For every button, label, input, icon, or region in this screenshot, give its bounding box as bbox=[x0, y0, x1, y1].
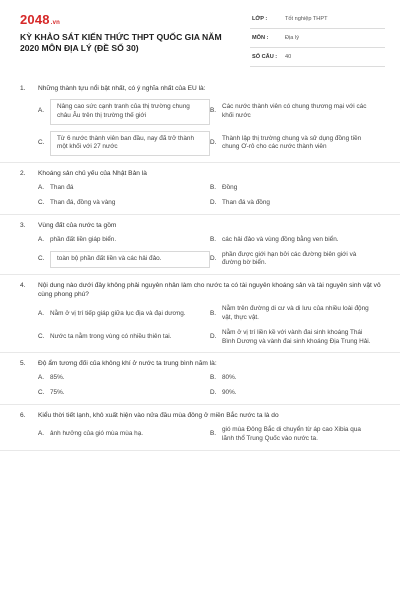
option-letter: D. bbox=[210, 138, 217, 146]
option-text: gió mùa Đông Bắc di chuyển từ áp cao Xibia qua lãnh thổ Trung Quốc vào nước ta. bbox=[222, 425, 361, 442]
option-text: toàn bộ phần đất liền và các hải đảo. bbox=[50, 251, 210, 268]
option-a[interactable] bbox=[38, 99, 210, 125]
question-text: Nội dung nào dưới đây không phải nguyên nhân làm cho nước ta có tài nguyên khoáng sản và tài nguyên sinh vật vô cùng phong phú? bbox=[38, 282, 381, 299]
option-text: Nằm ở vị trí tiếp giáp giữa lục địa và đại dương. bbox=[50, 309, 186, 317]
option-c[interactable] bbox=[38, 329, 210, 347]
option-text: Các nước thành viên có chung thương mại với các khối nước bbox=[222, 103, 367, 119]
option-a[interactable] bbox=[38, 236, 210, 245]
option-letter: C. bbox=[38, 333, 45, 341]
option-letter: B. bbox=[210, 374, 217, 382]
question-text: Độ ẩm tương đối của không khí ở nước ta trung bình năm là: bbox=[38, 360, 217, 368]
exam-header bbox=[0, 0, 400, 70]
option-b[interactable] bbox=[210, 184, 382, 193]
option-text: phần được giới hạn bởi các đường biên giới và đường bờ biển. bbox=[222, 250, 357, 267]
option-letter: A. bbox=[38, 309, 45, 317]
option-text: Thành lập thị trường chung và sử dụng đồng tiền chung Ơ-rô cho các nước thành viên bbox=[222, 134, 362, 151]
meta-row-count bbox=[250, 50, 385, 67]
question-number: 4. bbox=[20, 282, 26, 290]
option-letter: A. bbox=[38, 374, 45, 382]
question-text: Những thành tựu nổi bật nhất, có ý nghĩa nhất của EU là: bbox=[38, 85, 206, 92]
option-letter: C. bbox=[38, 254, 45, 262]
option-text: Than đá và đồng bbox=[222, 198, 270, 206]
meta-value: Tốt nghiệp THPT bbox=[285, 16, 328, 22]
option-b[interactable] bbox=[210, 305, 382, 323]
option-text: 85%. bbox=[50, 374, 65, 382]
exam-meta bbox=[250, 12, 385, 67]
option-text: 75%. bbox=[50, 389, 65, 397]
option-text: Đồng bbox=[222, 184, 238, 192]
option-letter: D. bbox=[210, 389, 217, 397]
option-d[interactable] bbox=[210, 131, 382, 157]
question-number: 2. bbox=[20, 170, 26, 178]
question-2 bbox=[0, 163, 400, 215]
option-a[interactable] bbox=[38, 305, 210, 323]
question-text: Vùng đất của nước ta gồm bbox=[38, 221, 117, 229]
logo-main: 2048 bbox=[20, 12, 50, 27]
option-text: Nằm trên đường di cư và di lưu của nhiều loài động vật, thực vật. bbox=[222, 305, 369, 321]
option-b[interactable] bbox=[210, 99, 382, 125]
option-d[interactable] bbox=[210, 199, 382, 208]
meta-label: LỚP : bbox=[252, 16, 268, 22]
logo-sub: .vn bbox=[50, 20, 61, 26]
question-text: Khoáng sản chủ yếu của Nhật Bản là bbox=[38, 170, 147, 178]
option-letter: D. bbox=[210, 254, 217, 262]
meta-label: MÔN : bbox=[252, 35, 269, 41]
option-text: Than đá bbox=[50, 184, 74, 192]
question-6 bbox=[0, 405, 400, 451]
option-letter: B. bbox=[210, 235, 217, 243]
option-letter: C. bbox=[38, 389, 45, 397]
option-letter: A. bbox=[38, 107, 45, 115]
meta-value: 40 bbox=[285, 54, 292, 60]
option-text: phần đất liền giáp biển. bbox=[50, 235, 117, 243]
option-letter: C. bbox=[38, 198, 45, 206]
option-b[interactable] bbox=[210, 426, 382, 444]
option-letter: B. bbox=[210, 107, 217, 115]
option-letter: B. bbox=[210, 309, 217, 317]
option-d[interactable] bbox=[210, 251, 382, 269]
option-d[interactable] bbox=[210, 329, 382, 347]
meta-label: SỐ CÂU : bbox=[252, 54, 278, 60]
option-text: ảnh hưởng của gió mùa mùa hạ. bbox=[50, 430, 144, 438]
question-text: Kiểu thời tiết lạnh, khô xuất hiện vào nửa đầu mùa đông ở miền Bắc nước ta là do bbox=[38, 411, 279, 419]
option-letter: D. bbox=[210, 198, 217, 206]
option-letter: A. bbox=[38, 235, 45, 243]
option-letter: A. bbox=[38, 430, 45, 438]
question-1 bbox=[0, 78, 400, 163]
option-b[interactable] bbox=[210, 236, 382, 245]
question-list bbox=[0, 78, 400, 451]
option-c[interactable] bbox=[38, 251, 210, 269]
option-letter: D. bbox=[210, 333, 217, 341]
site-logo[interactable] bbox=[20, 12, 60, 27]
option-a[interactable] bbox=[38, 426, 210, 444]
option-letter: B. bbox=[210, 184, 217, 192]
option-text: Than đá, đồng và vàng bbox=[50, 198, 116, 206]
option-text: Nước ta nằm trong vùng có nhiều thiên tai. bbox=[50, 333, 172, 341]
option-letter: A. bbox=[38, 184, 45, 192]
question-number: 1. bbox=[20, 85, 26, 92]
meta-row-class bbox=[250, 12, 385, 29]
option-letter: C. bbox=[38, 138, 45, 146]
option-text: 80%. bbox=[222, 374, 237, 382]
question-3 bbox=[0, 215, 400, 275]
option-c[interactable] bbox=[38, 389, 210, 398]
option-c[interactable] bbox=[38, 131, 210, 157]
option-text: các hải đảo và vùng đồng bằng ven biển. bbox=[222, 235, 339, 243]
option-a[interactable] bbox=[38, 374, 210, 383]
option-text: 90%. bbox=[222, 389, 237, 397]
question-number: 6. bbox=[20, 411, 26, 419]
question-4 bbox=[0, 275, 400, 353]
option-c[interactable] bbox=[38, 199, 210, 208]
option-b[interactable] bbox=[210, 374, 382, 383]
option-text: Nâng cao sức cạnh tranh của thị trường chung châu Âu trên thị trường thế giới bbox=[50, 99, 210, 125]
question-number: 5. bbox=[20, 360, 26, 368]
option-a[interactable] bbox=[38, 184, 210, 193]
question-number: 3. bbox=[20, 221, 26, 229]
option-letter: B. bbox=[210, 430, 217, 438]
option-text: Từ 6 nước thành viên ban đầu, nay đã trở thành một khối với 27 nước bbox=[50, 131, 210, 157]
question-5 bbox=[0, 353, 400, 405]
meta-value: Địa lý bbox=[285, 35, 299, 41]
exam-title: KỲ KHẢO SÁT KIẾN THỨC THPT QUỐC GIA NĂM 2020 MÔN ĐỊA LÝ (ĐỀ SỐ 30) bbox=[20, 32, 222, 53]
option-d[interactable] bbox=[210, 389, 382, 398]
meta-row-subject bbox=[250, 31, 385, 48]
option-text: Nằm ở vị trí liền kề với vành đai sinh khoáng Thái Bình Dương và vành đai sinh khoáng Địa Trung Hải. bbox=[222, 328, 371, 345]
